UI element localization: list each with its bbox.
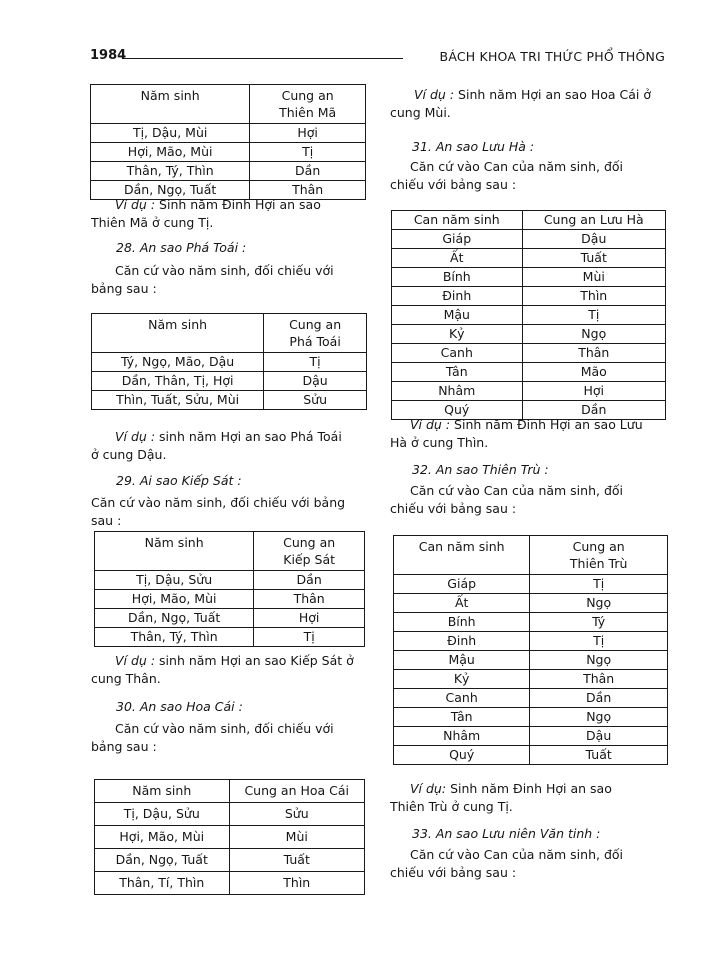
example-label: Ví dụ:	[410, 781, 447, 796]
table-cell: Tị	[522, 306, 665, 325]
kiep-sat-example	[91, 652, 371, 688]
table-cell: Nhâm	[392, 382, 523, 401]
table-cell: Dần	[522, 401, 665, 420]
intro-text: chiếu với bảng sau :	[390, 501, 517, 516]
table-cell: Sửu	[264, 391, 367, 410]
example-text: Thiên Mã ở cung Tị.	[91, 215, 214, 230]
kiep-sat-heading: 29. Ai sao Kiếp Sát :	[116, 473, 242, 488]
table-cell: Tân	[394, 708, 530, 727]
table-row	[392, 268, 666, 287]
table-cell: Ất	[394, 594, 530, 613]
pha-toai-table	[91, 313, 367, 410]
example-text: Sinh năm Hợi an sao Hoa Cái ở	[458, 87, 651, 102]
table-row	[394, 727, 668, 746]
table-header-row	[95, 532, 365, 571]
intro-text: bảng sau :	[91, 281, 157, 296]
table-header-cell: Năm sinh	[91, 85, 250, 124]
table-cell: Ất	[392, 249, 523, 268]
table-row	[92, 391, 367, 410]
book-title: BÁCH KHOA TRI THỨC PHỔ THÔNG	[439, 49, 665, 64]
table-header-cell: Cung an Hoa Cái	[229, 780, 365, 803]
example-text: sinh năm Hợi an sao Phá Toái	[159, 429, 342, 444]
luu-ha-heading: 31. An sao Lưu Hà :	[412, 139, 535, 154]
table-cell: Đinh	[392, 287, 523, 306]
table-cell: Dần, Ngọ, Tuất	[95, 609, 254, 628]
thien-tru-table	[393, 535, 668, 765]
header-rule	[124, 58, 403, 59]
table-cell: Canh	[394, 689, 530, 708]
table-cell: Tý	[530, 613, 668, 632]
luu-ha-example	[390, 416, 670, 452]
thien-tru-example	[390, 780, 670, 816]
table-header-cell: Năm sinh	[92, 314, 264, 353]
thien-ma-example	[91, 196, 367, 232]
table-header-cell: Cung an Phá Toái	[264, 314, 367, 353]
table-cell: Đinh	[394, 632, 530, 651]
table-cell: Thìn	[522, 287, 665, 306]
table-cell: Quý	[394, 746, 530, 765]
table-row	[392, 363, 666, 382]
table-cell: Thân	[522, 344, 665, 363]
table-row	[394, 632, 668, 651]
table-cell: Tị	[530, 632, 668, 651]
table-row	[95, 571, 365, 590]
example-text: cung Mùi.	[390, 105, 451, 120]
table-row	[394, 670, 668, 689]
table-row	[95, 849, 365, 872]
example-text: ở cung Dậu.	[91, 447, 167, 462]
table-cell: Dần, Ngọ, Tuất	[91, 181, 250, 200]
table-row	[392, 382, 666, 401]
table-header-cell: Cung an Thiên Mã	[250, 85, 366, 124]
table-cell: Canh	[392, 344, 523, 363]
table-cell: Bính	[394, 613, 530, 632]
intro-text: Căn cứ vào năm sinh, đối chiếu với	[115, 263, 334, 278]
table-cell: Tuất	[522, 249, 665, 268]
table-row	[91, 162, 366, 181]
table-cell: Hợi, Mão, Mùi	[95, 826, 230, 849]
hoa-cai-heading: 30. An sao Hoa Cái :	[116, 699, 243, 714]
table-cell: Mậu	[394, 651, 530, 670]
table-cell: Dần, Thân, Tị, Hợi	[92, 372, 264, 391]
table-cell: Thân	[250, 181, 366, 200]
thien-tru-intro	[390, 482, 670, 518]
table-cell: Tý, Ngọ, Mão, Dậu	[92, 353, 264, 372]
table-cell: Tuất	[229, 849, 365, 872]
table-cell: Dậu	[530, 727, 668, 746]
luu-ha-intro	[390, 158, 670, 194]
table-row	[95, 609, 365, 628]
example-text: Thiên Trù ở cung Tị.	[390, 799, 513, 814]
table-row	[91, 124, 366, 143]
table-cell: Tị	[254, 628, 365, 647]
table-cell: Giáp	[394, 575, 530, 594]
table-cell: Ngọ	[530, 651, 668, 670]
table-header-cell: Can năm sinh	[392, 211, 523, 230]
table-row	[95, 590, 365, 609]
example-label: Ví dụ :	[410, 417, 451, 432]
table-row	[95, 826, 365, 849]
table-row	[92, 353, 367, 372]
intro-text: sau :	[91, 513, 122, 528]
table-row	[394, 689, 668, 708]
intro-text: Căn cứ vào Can của năm sinh, đối	[410, 847, 624, 862]
table-header-row	[392, 211, 666, 230]
table-cell: Kỷ	[394, 670, 530, 689]
table-row	[394, 651, 668, 670]
example-text: sinh năm Hợi an sao Kiếp Sát ở	[159, 653, 354, 668]
table-cell: Sửu	[229, 803, 365, 826]
table-row	[92, 372, 367, 391]
hoa-cai-intro	[91, 720, 371, 756]
table-header-row	[91, 85, 366, 124]
luu-ha-table	[391, 210, 666, 420]
table-row	[394, 613, 668, 632]
table-header-cell: Năm sinh	[95, 780, 230, 803]
van-tinh-intro	[390, 846, 670, 882]
example-text: cung Thân.	[91, 671, 161, 686]
table-cell: Tị	[264, 353, 367, 372]
example-label: Ví dụ :	[414, 87, 455, 102]
table-row	[95, 628, 365, 647]
table-header-cell: Can năm sinh	[394, 536, 530, 575]
kiep-sat-intro	[91, 494, 371, 530]
hoa-cai-table	[94, 779, 365, 895]
table-cell: Tị	[530, 575, 668, 594]
table-cell: Hợi	[250, 124, 366, 143]
table-row	[394, 746, 668, 765]
thien-ma-table	[90, 84, 366, 200]
table-cell: Mậu	[392, 306, 523, 325]
table-row	[394, 575, 668, 594]
example-text: Sinh năm Đinh Hợi an sao Lưu	[454, 417, 643, 432]
table-cell: Dậu	[264, 372, 367, 391]
table-cell: Ngọ	[530, 594, 668, 613]
table-row	[392, 287, 666, 306]
intro-text: Căn cứ vào Can của năm sinh, đối	[410, 483, 624, 498]
example-text: Sinh năm Đinh Hợi an sao	[159, 197, 321, 212]
table-cell: Thìn, Tuất, Sửu, Mùi	[92, 391, 264, 410]
kiep-sat-table	[94, 531, 365, 647]
example-label: Ví dụ :	[115, 197, 156, 212]
table-cell: Tị, Dậu, Sửu	[95, 803, 230, 826]
page-header	[90, 48, 665, 68]
table-cell: Dần	[250, 162, 366, 181]
table-cell: Quý	[392, 401, 523, 420]
example-text: Hà ở cung Thìn.	[390, 435, 489, 450]
example-label: Ví dụ :	[115, 653, 156, 668]
table-row	[392, 344, 666, 363]
table-cell: Thân	[530, 670, 668, 689]
van-tinh-heading: 33. An sao Lưu niên Văn tinh :	[412, 826, 601, 841]
table-cell: Tân	[392, 363, 523, 382]
table-row	[95, 872, 365, 895]
table-cell: Ngọ	[522, 325, 665, 344]
pha-toai-heading: 28. An sao Phá Toái :	[116, 240, 247, 255]
table-cell: Thân, Tý, Thìn	[91, 162, 250, 181]
table-cell: Ngọ	[530, 708, 668, 727]
pha-toai-intro	[91, 262, 367, 298]
table-cell: Hợi, Mão, Mùi	[91, 143, 250, 162]
table-header-row	[394, 536, 668, 575]
table-header-cell: Cung an Lưu Hà	[522, 211, 665, 230]
table-row	[394, 594, 668, 613]
example-text: Sinh năm Đinh Hợi an sao	[450, 781, 612, 796]
table-cell: Dần, Ngọ, Tuất	[95, 849, 230, 872]
table-cell: Thân	[254, 590, 365, 609]
table-row	[394, 708, 668, 727]
table-row	[91, 143, 366, 162]
table-cell: Tuất	[530, 746, 668, 765]
table-cell: Nhâm	[394, 727, 530, 746]
intro-text: Căn cứ vào Can của năm sinh, đối	[410, 159, 624, 174]
table-cell: Tị	[250, 143, 366, 162]
table-cell: Kỷ	[392, 325, 523, 344]
hoa-cai-example	[390, 86, 670, 122]
table-header-cell: Năm sinh	[95, 532, 254, 571]
intro-text: Căn cứ vào năm sinh, đối chiếu với bảng	[91, 495, 346, 510]
table-header-cell: Cung an Kiếp Sát	[254, 532, 365, 571]
table-cell: Hợi	[522, 382, 665, 401]
table-row	[392, 249, 666, 268]
table-cell: Dậu	[522, 230, 665, 249]
table-cell: Thân, Tý, Thìn	[95, 628, 254, 647]
table-cell: Dần	[254, 571, 365, 590]
table-row	[392, 230, 666, 249]
pha-toai-example	[91, 428, 367, 464]
table-header-row	[95, 780, 365, 803]
table-cell: Thìn	[229, 872, 365, 895]
intro-text: chiếu với bảng sau :	[390, 865, 517, 880]
table-cell: Mùi	[522, 268, 665, 287]
table-cell: Hợi, Mão, Mùi	[95, 590, 254, 609]
table-cell: Bính	[392, 268, 523, 287]
table-header-cell: Cung an Thiên Trù	[530, 536, 668, 575]
table-cell: Giáp	[392, 230, 523, 249]
table-cell: Mão	[522, 363, 665, 382]
table-cell: Tị, Dậu, Sửu	[95, 571, 254, 590]
table-row	[392, 325, 666, 344]
page-number: 1984	[90, 48, 127, 63]
table-cell: Tị, Dậu, Mùi	[91, 124, 250, 143]
table-row	[95, 803, 365, 826]
table-cell: Thân, Tí, Thìn	[95, 872, 230, 895]
table-cell: Mùi	[229, 826, 365, 849]
intro-text: bảng sau :	[91, 739, 157, 754]
table-cell: Dần	[530, 689, 668, 708]
example-label: Ví dụ :	[115, 429, 156, 444]
thien-tru-heading: 32. An sao Thiên Trù :	[412, 462, 549, 477]
table-header-row	[92, 314, 367, 353]
table-row	[392, 306, 666, 325]
intro-text: Căn cứ vào năm sinh, đối chiếu với	[115, 721, 334, 736]
table-cell: Hợi	[254, 609, 365, 628]
intro-text: chiếu với bảng sau :	[390, 177, 517, 192]
